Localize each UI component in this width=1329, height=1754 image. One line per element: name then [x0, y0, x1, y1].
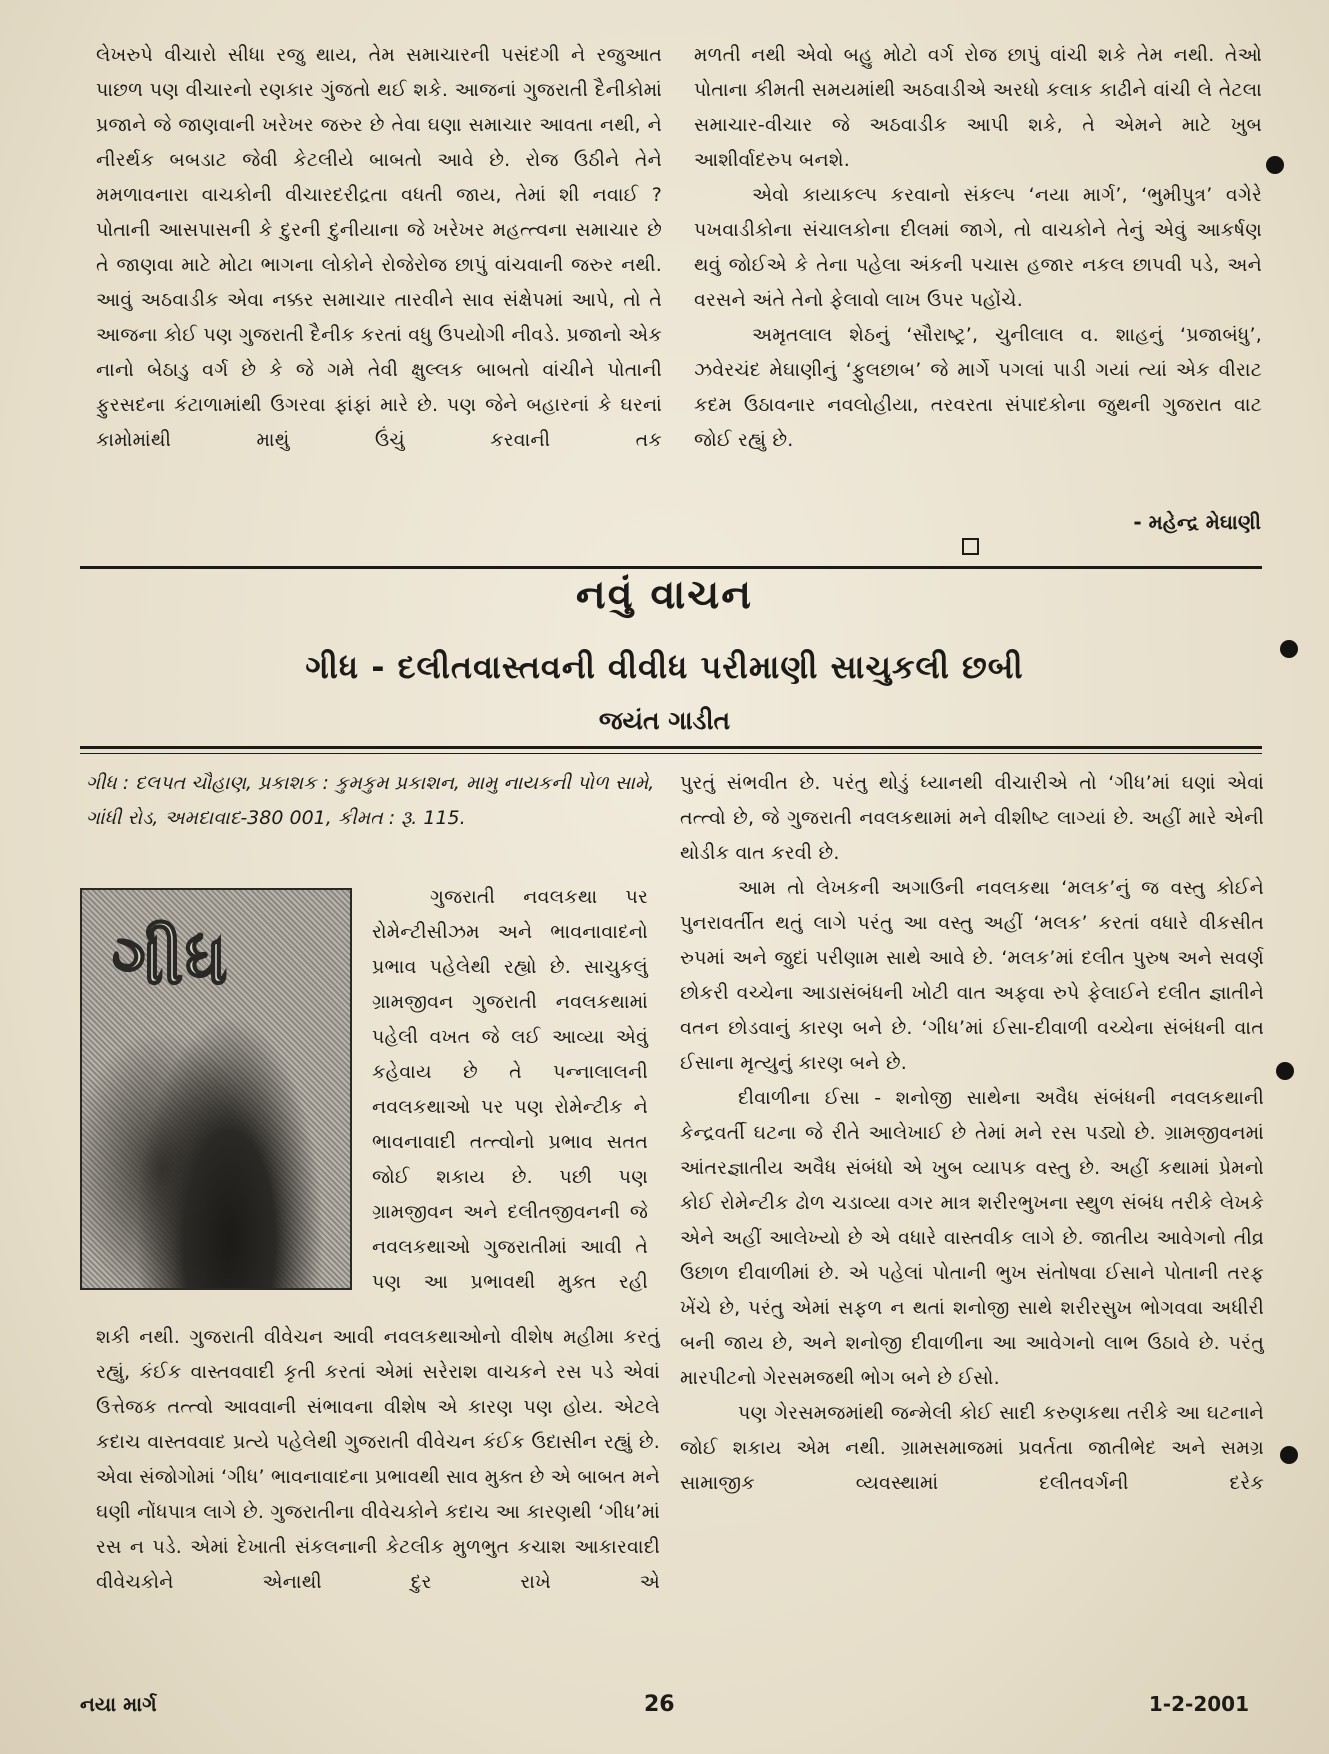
footer-date: 1-2-2001 — [1148, 1692, 1249, 1716]
article-left-paragraph-b: શકી નથી. ગુજરાતી વીવેચન આવી નવલકથાઓનો વીશેષ મહીમા કરતું રહ્યું, કંઈક વાસ્તવવાદી કૃતી કરતાં એમાં સરેરાશ વાચકને રસ પડે એવાં ઉત્તેજક તત્ત્વો આવવાની સંભાવના વીશેષ એ કારણ પણ હોય. એટલે કદાચ વાસ્તવવાદ પ્રત્યે પહેલેથી ગુજરાતી વીવેચન કંઈક ઉદાસીન રહ્યું છે. એવા સંજોગોમાં ‘ગીધ’ ભાવનાવાદના પ્રભાવથી સાવ મુક્ત છે એ બાબત મને ઘણી નોંધપાત્ર લાગે છે. ગુજરાતીના વીવેચકોને કદાચ આ કારણથી ‘ગીધ’માં રસ ન પડે. એમાં દેખાતી સંકલનાની કેટલીક મુળભુત કચાશ આકારવાદી વીવેચકોને એનાથી દુર રાખે એ — [96, 1326, 660, 1593]
article-left-column-top — [372, 880, 648, 1300]
article-right-column — [680, 766, 1264, 1501]
section-divider — [80, 566, 1262, 569]
article-author: જયંત ગાડીત — [598, 706, 731, 735]
cover-title: ગીધ — [112, 918, 230, 1000]
top-right-paragraph-2: એવો કાયાકલ્પ કરવાનો સંકલ્પ ‘નયા માર્ગ’, ‘ભુમીપુત્ર’ વગેરે પખવાડીકોના સંચાલકોના દીલમાં જાગે, તો વાચકોને તેનું એવું આકર્ષણ થવું જોઈએ કે તેના પહેલા અંકની પચાસ હજાર નકલ છાપવી પડે, અને વરસને અંતે તેનો ફેલાવો લાખ ઉપર પહોંચે. — [694, 184, 1262, 311]
punch-hole-icon — [1266, 156, 1284, 174]
book-cover-image — [80, 888, 352, 1290]
punch-hole-icon — [1280, 1446, 1298, 1464]
footer-page-number: 26 — [644, 1692, 675, 1717]
article-left-column-bottom — [96, 1320, 660, 1600]
top-right-paragraph-3: અમૃતલાલ શેઠનું ‘સૌરાષ્ટ્ર’, ચુનીલાલ વ. શાહનું ‘પ્રજાબંધુ’, ઝવેરચંદ મેઘાણીનું ‘ફુલછાબ’ જે માર્ગે પગલાં પાડી ગયાં ત્યાં એક વીરાટ કદમ ઉઠાવનાર નવલોહીયા, તરવરતા સંપાદકોના જુથની ગુજરાત વાટ જોઈ રહ્યું છે. — [694, 324, 1262, 451]
signature: - મહેન્દ્ર મેઘાણી — [1133, 510, 1261, 534]
punch-hole-icon — [1276, 1062, 1294, 1080]
section-title: નવું વાચન — [575, 572, 754, 618]
end-mark-icon — [962, 538, 979, 555]
article-title: ગીધ - દલીતવાસ્તવની વીવીધ પરીમાણી સાચુકલી છબી — [305, 648, 1024, 686]
article-right-paragraph-4: પણ ગેરસમજમાંથી જન્મેલી કોઈ સાદી કરુણકથા તરીકે આ ઘટનાને જોઈ શકાય એમ નથી. ગ્રામસમાજમાં પ્રવર્તતા જાતીભેદ અને સમગ્ર સામાજીક વ્યવસ્થામાં દલીતવર્ગની દરેક — [680, 1402, 1264, 1494]
article-left-paragraph-a: ગુજરાતી નવલકથા પર રોમેન્ટીસીઝમ અને ભાવનાવાદનો પ્રભાવ પહેલેથી રહ્યો છે. સાચુકલું ગ્રામજીવન ગુજરાતી નવલકથામાં પહેલી વખત જે લઈ આવ્યા એવું કહેવાય છે તે પન્નાલાલની નવલકથાઓ પર પણ રોમેન્ટીક ને ભાવનાવાદી તત્ત્વોનો પ્રભાવ સતત જોઈ શકાય છે. પછી પણ ગ્રામજીવન અને દલીતજીવનની જે નવલકથાઓ ગુજરાતીમાં આવી તે પણ આ પ્રભાવથી મુક્ત રહી — [372, 886, 648, 1293]
article-right-paragraph-3: દીવાળીના ઈસા - શનોજી સાથેના અવૈધ સંબંધની નવલકથાની કેન્દ્રવર્તી ઘટના જે રીતે આલેખાઈ છે તેમાં મને રસ પડ્યો છે. ગ્રામજીવનમાં આંતરજ્ઞાતીય અવૈધ સંબંધો એ ખુબ વ્યાપક વસ્તુ છે. અહીં કથામાં પ્રેમનો કોઈ રોમેન્ટીક ઢોળ ચડાવ્યા વગર માત્ર શરીરભુખના સ્થુળ સંબંધ તરીકે લેખકે એને અહીં આલેખ્યો છે એ વધારે વાસ્તવીક લાગે છે. જાતીય આવેગનો તીવ્ર ઉછાળ દીવાળીમાં છે. એ પહેલાં પોતાની ભુખ સંતોષવા ઈસાને પોતાની તરફ ખેંચે છે, પરંતુ એમાં સફળ ન થતાં શનોજી સાથે શરીરસુખ ભોગવવા અધીરી બની જાય છે, અને શનોજી દીવાળીના આ આવેગનો લાભ ઉઠાવે છે. પરંતુ મારપીટનો ગેરસમજથી ભોગ બને છે ઈસો. — [680, 1087, 1264, 1389]
article-right-paragraph-1: પુરતું સંભવીત છે. પરંતુ થોડું ધ્યાનથી વીચારીએ તો ‘ગીધ’માં ઘણાં એવાં તત્ત્વો છે, જે ગુજરાતી નવલકથામાં મને વીશીષ્ટ લાગ્યાં છે. અહીં મારે એની થોડીક વાત કરવી છે. — [680, 772, 1264, 864]
header-divider — [80, 746, 1262, 749]
top-right-column — [694, 38, 1262, 458]
footer-magazine-name: નયા માર્ગ — [80, 1692, 157, 1716]
top-right-paragraph-1: મળતી નથી એવો બહુ મોટો વર્ગ રોજ છાપું વાંચી શકે તેમ નથી. તેઓ પોતાના કીમતી સમયમાંથી અઠવાડીએ અરધો કલાક કાઢીને વાંચી લે તેટલા સમાચાર-વીચાર જે અઠવાડીક આપી શકે, તે એમને માટે ખુબ આશીર્વાદરુપ બનશે. — [694, 44, 1262, 171]
book-credits: ગીધ : દલપત ચૌહાણ, પ્રકાશક : કુમકુમ પ્રકાશન, મામુ નાયકની પોળ સામે, ગાંધી રોડ, અમદાવાદ-380 001, કીમત : રૂ. 115. — [86, 772, 655, 829]
article-right-paragraph-2: આમ તો લેખકની અગાઉની નવલકથા ‘મલક’નું જ વસ્તુ કોઈને પુનરાવર્તીત થતું લાગે પરંતુ આ વસ્તુ અહીં ‘મલક’ કરતાં વધારે વીકસીત રુપમાં અને જુદાં પરીણામ સાથે આવે છે. ‘મલક’માં દલીત પુરુષ અને સવર્ણ છોકરી વચ્ચેના આડાસંબંધની ખોટી વાત અફવા રુપે ફેલાઈને દલીત જ્ઞાતીને વતન છોડવાનું કારણ બને છે. ‘ગીધ’માં ઈસા-દીવાળી વચ્ચેના સંબંધની વાત ઈસાના મૃત્યુનું કારણ બને છે. — [680, 877, 1264, 1074]
top-left-paragraph: લેખરુપે વીચારો સીધા રજુ થાય, તેમ સમાચારની પસંદગી ને રજુઆત પાછળ પણ વીચારનો રણકાર ગુંજતો થઈ શકે. આજનાં ગુજરાતી દૈનીકોમાં પ્રજાને જે જાણવાની ખરેખર જરુર છે તેવા ઘણા સમાચાર આવતા નથી, ને નીરર્થક બબડાટ જેવી કેટલીયે બાબતો આવે છે. રોજ ઉઠીને તેને મમળાવનારા વાચકોની વીચારદરીદ્રતા વધતી જાય, તેમાં શી નવાઈ ? પોતાની આસપાસની કે દુરની દુનીયાના જે ખરેખર મહત્ત્વના સમાચાર છે તે જાણવા માટે મોટા ભાગના લોકોને રોજેરોજ છાપું વાંચવાની જરુર નથી. આવું અઠવાડીક એવા નક્કર સમાચાર તારવીને સાવ સંક્ષેપમાં આપે, તો તે આજના કોઈ પણ ગુજરાતી દૈનીક કરતાં વધુ ઉપયોગી નીવડે. પ્રજાનો એક નાનો બેઠાડુ વર્ગ છે કે જે ગમે તેવી ક્ષુલ્લક બાબતો વાંચીને પોતાની ફુરસદના કંટાળામાંથી ઉગરવા ફાંફાં મારે છે. પણ જેને બહારનાં કે ઘરનાં કામોમાંથી માથું ઉંચું કરવાની તક — [96, 44, 662, 451]
header-divider-thin — [80, 753, 1262, 754]
top-left-column — [96, 38, 662, 458]
punch-hole-icon — [1280, 640, 1298, 658]
